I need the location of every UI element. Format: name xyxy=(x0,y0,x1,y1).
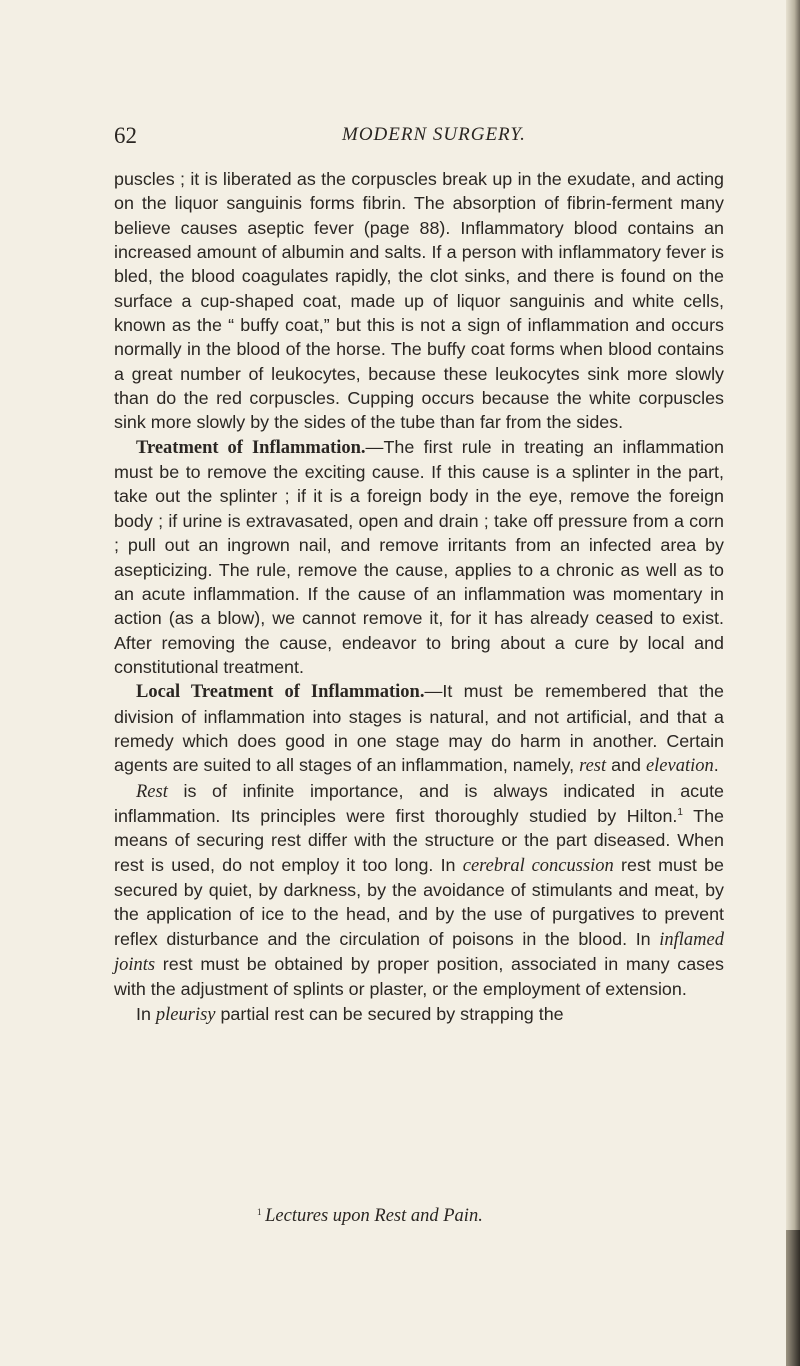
footnote-reference: 1 xyxy=(677,806,683,818)
paragraph-pleurisy-in: In xyxy=(136,1003,156,1024)
paragraph-treatment xyxy=(114,435,724,679)
italic-cerebral-concussion: cerebral concussion xyxy=(462,855,614,876)
footnote-marker: 1 xyxy=(257,1207,262,1218)
italic-pleurisy: pleurisy xyxy=(155,1004,216,1025)
page-number: 62 xyxy=(114,123,137,148)
paragraph-1-text: puscles ; it is liberated as the corpuscles break up in the exudate, and acting on the liquor sanguinis forms fibrin. The absorption of fibrin-ferment many believe causes aseptic fever (page 88). Inflammatory blood contains an increased amount of albumin and salts. If a person with inflammatory fever is bled, the blood coagulates rapidly, the clot sinks, and there is found on the surface a cup-shaped coat, made up of liquor sanguinis and white cells, known as the “ buffy coat,” but this is not a sign of inflammation and occurs normally in the blood of the horse. The buffy coat forms when blood contains a great number of leukocytes, because these leukocytes sink more slowly than do the red corpuscles. Cupping occurs because the white corpuscles sink more slowly by the sides of the tube than far from the sides. xyxy=(114,169,724,433)
italic-elevation: elevation xyxy=(645,756,714,777)
heading-treatment-of-inflammation: Treatment of Inflammation. xyxy=(136,437,366,458)
paragraph-rest-text-c: rest must be secured by quiet, by darkness, by the avoidance of stimulants and meat, by the application of ice to the head, and by the use of purgatives to prevent reflex disturbance and the circulation of poisons in the blood. In xyxy=(114,854,724,949)
paragraph-pleurisy xyxy=(114,1002,724,1027)
page-edge-dark-corner xyxy=(786,1230,800,1366)
footnote xyxy=(257,1206,483,1227)
italic-inflamed-joints: inflamed joints xyxy=(114,929,724,975)
conjunction-and: and xyxy=(606,755,646,776)
footnote-text: Lectures upon Rest and Pain. xyxy=(265,1206,483,1226)
paragraph-rest-text-d: rest must be obtained by proper position, associated in many cases with the adjustment of splints or plaster, or the employment of extension. xyxy=(114,954,724,1000)
paragraph-local-treatment xyxy=(114,679,724,778)
paragraph-pleurisy-text: partial rest can be secured by strapping the xyxy=(215,1003,564,1024)
page-header xyxy=(114,123,714,153)
italic-rest: rest xyxy=(579,756,607,777)
paragraph-rest-text-a: is of infinite importance, and is always indicated in acute inflammation. Its principles were first thoroughly studied by Hilton. xyxy=(114,780,724,826)
page-edge-shadow xyxy=(786,0,800,1366)
heading-local-treatment: Local Treatment of Inflammation. xyxy=(136,682,425,703)
paragraph-treatment-text: —The first rule in treating an inflammation must be to remove the exciting cause. If this cause is a splinter in the part, take out the splinter ; if it is a foreign body in the eye, remove the foreign body ; if urine is extravasated, open and drain ; take off pressure from a corn ; pull out an ingrown nail, and remove irritants from an infected area by asepticizing. The rule, remove the cause, applies to a chronic as well as to an acute inflammation. If the cause of an inflammation was momentary in action (as a blow), we cannot remove it, for it has already ceased to exist. After removing the cause, endeavor to bring about a cure by local and constitutional treatment. xyxy=(114,436,724,677)
paragraph-rest xyxy=(114,779,724,1002)
paragraph-1 xyxy=(114,167,724,435)
paragraph-rest-text-b: The means of securing rest differ with the structure or the part diseased. When rest is used, do not employ it too long. In xyxy=(114,805,724,875)
body-text xyxy=(114,167,724,1027)
running-title: MODERN SURGERY. xyxy=(342,124,526,145)
paragraph-local-text: —It must be remembered that the division of inflammation into stages is natural, and not artificial, and that a remedy which does good in one stage may do harm in another. Certain agents are suited to all stages of an inflammation, namely, xyxy=(114,681,724,776)
period: . xyxy=(713,755,719,776)
italic-rest-lead: Rest xyxy=(136,781,168,802)
